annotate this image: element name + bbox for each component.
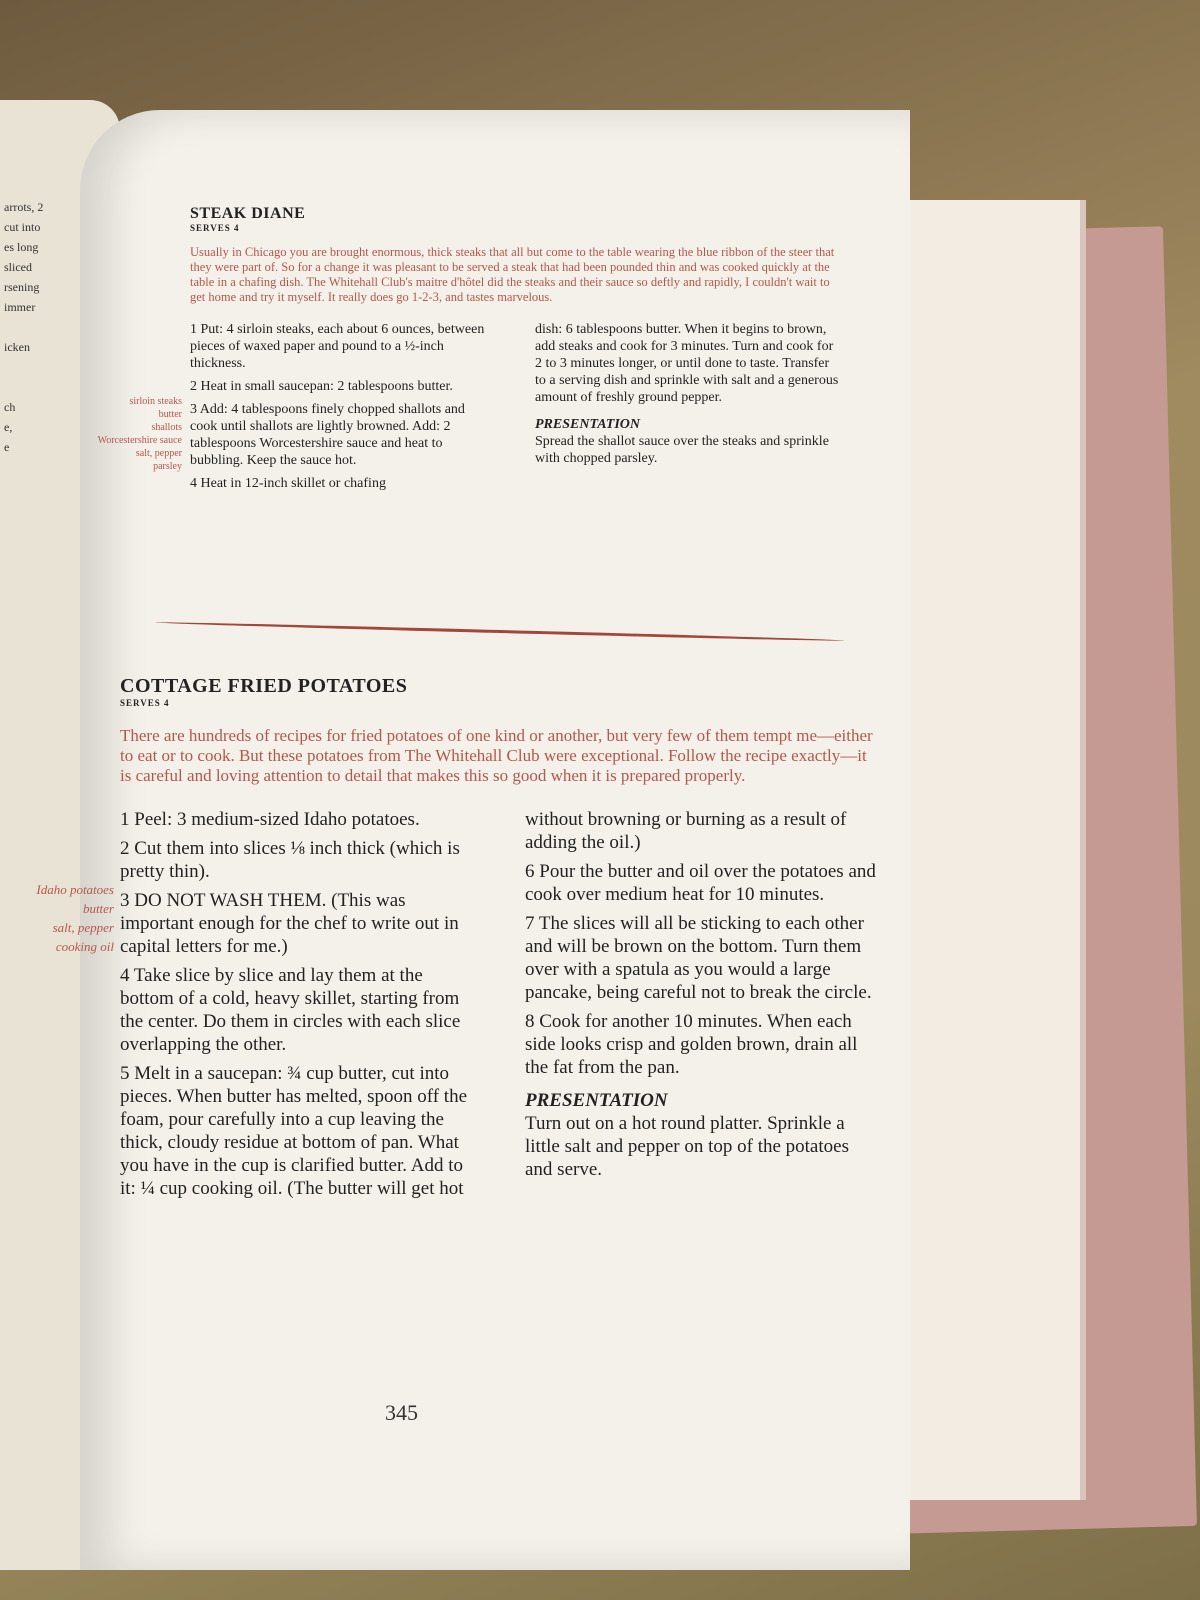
steps-left-column <box>120 808 475 1206</box>
left-page-text: e, <box>4 420 13 434</box>
page-edges <box>880 200 1086 1500</box>
steps-right-column <box>535 321 840 498</box>
step: 3 DO NOT WASH THEM. (This was important enough for the chef to write out in capital letters for me.) <box>120 890 459 957</box>
left-page-text: ch <box>4 400 16 414</box>
ingredient: sirloin steaks <box>129 396 182 407</box>
steak-margin-ingredients <box>82 395 182 473</box>
step: 4 Heat in 12-inch skillet or chafing <box>190 476 386 491</box>
ingredient: butter <box>158 409 182 420</box>
steak-diane-recipe <box>190 205 840 498</box>
step: without browning or burning as a result of adding the oil.) <box>525 809 847 853</box>
left-page-text: sliced <box>4 260 32 274</box>
ingredient: parsley <box>153 461 182 472</box>
cottage-fried-potatoes-recipe <box>120 675 880 1206</box>
step: 2 Cut them into slices ⅛ inch thick (which is pretty thin). <box>120 838 460 882</box>
step: 3 Add: 4 tablespoons finely chopped shallots and cook until shallots are lightly browned. Add: 2 tablespoons Worcestershire sauce and heat to bubbling. Keep the sauce hot. <box>190 402 465 468</box>
step: 7 The slices will all be sticking to each other and will be brown on the bottom. Turn them over with a spatula as you would a large pancake, being careful not to break the circle. <box>525 913 872 1003</box>
steps-left-column <box>190 321 495 498</box>
step: 2 Heat in small saucepan: 2 tablespoons butter. <box>190 379 453 394</box>
ingredient: Worcestershire sauce <box>97 435 182 446</box>
recipe-title: COTTAGE FRIED POTATOES <box>120 675 408 697</box>
step: 4 Take slice by slice and lay them at the bottom of a cold, heavy skillet, starting from the center. Do them in circles with each slice overlapping the other. <box>120 965 461 1055</box>
step: 5 Melt in a saucepan: ¾ cup butter, cut into pieces. When butter has melted, spoon off the foam, pour carefully into a cup leaving the thick, cloudy residue at bottom of pan. What you have in the cup is clarified butter. Add to it: ¼ cup cooking oil. (The butter will get hot <box>120 1063 468 1199</box>
serves: SERVES 4 <box>120 698 170 708</box>
potatoes-margin-ingredients <box>2 880 114 956</box>
left-page-text: rsening <box>4 280 40 294</box>
step: 8 Cook for another 10 minutes. When each side looks crisp and golden brown, drain all the fat from the pan. <box>525 1011 858 1078</box>
recipe-title: STEAK DIANE <box>190 205 306 222</box>
left-page-text: e <box>4 440 10 454</box>
step: dish: 6 tablespoons butter. When it begins to brown, add steaks and cook for 3 minutes. Turn and cook for 2 to 3 minutes longer, or until done to taste. Transfer to a serving dish and sprinkle with salt and a generous amount of freshly ground pepper. <box>535 322 839 405</box>
presentation-heading: PRESENTATION <box>535 417 641 432</box>
step: 1 Put: 4 sirloin steaks, each about 6 ounces, between pieces of waxed paper and pound to a ½-inch thickness. <box>190 322 485 371</box>
ingredient: salt, pepper <box>135 448 182 459</box>
serves: SERVES 4 <box>190 223 240 233</box>
left-page-text: arrots, 2 <box>4 200 44 214</box>
recipe-intro: There are hundreds of recipes for fried potatoes of one kind or another, but very few of them tempt me—either to eat or to cook. But these potatoes from The Whitehall Club were exceptional. Follow the recipe exactly—it is careful and loving attention to detail that makes this so good when it is prepared properly. <box>120 726 873 785</box>
ingredient: butter <box>82 901 114 916</box>
presentation-text: Turn out on a hot round platter. Sprinkle a little salt and pepper on top of the potatoes and serve. <box>525 1113 849 1180</box>
steps-right-column <box>525 808 880 1206</box>
step: 6 Pour the butter and oil over the potatoes and cook over medium heat for 10 minutes. <box>525 861 876 905</box>
left-page-text: immer <box>4 300 36 314</box>
presentation-heading: PRESENTATION <box>525 1090 668 1111</box>
ingredient: shallots <box>151 422 182 433</box>
left-page-text: cut into <box>4 220 41 234</box>
recipe-intro: Usually in Chicago you are brought enormous, thick steaks that all but come to the table wearing the blue ribbon of the steer that they were part of. So for a change it was pleasant to be served a steak that had been pounded thin and was cooked quickly at the table in a chafing dish. The Whitehall Club's maitre d'hôtel did the steaks and their sauce so deftly and rapidly, I couldn't wait to get home and try it myself. It really does go 1-2-3, and tastes marvelous. <box>190 245 835 304</box>
left-page-text: es long <box>4 240 39 254</box>
ingredient: cooking oil <box>55 939 114 954</box>
left-page-text: icken <box>4 340 30 354</box>
ingredient: salt, pepper <box>52 920 114 935</box>
ingredient: Idaho potatoes <box>36 882 114 897</box>
presentation-text: Spread the shallot sauce over the steaks and sprinkle with chopped parsley. <box>535 434 829 466</box>
step: 1 Peel: 3 medium-sized Idaho potatoes. <box>120 809 420 830</box>
page-number: 345 <box>385 1400 418 1425</box>
